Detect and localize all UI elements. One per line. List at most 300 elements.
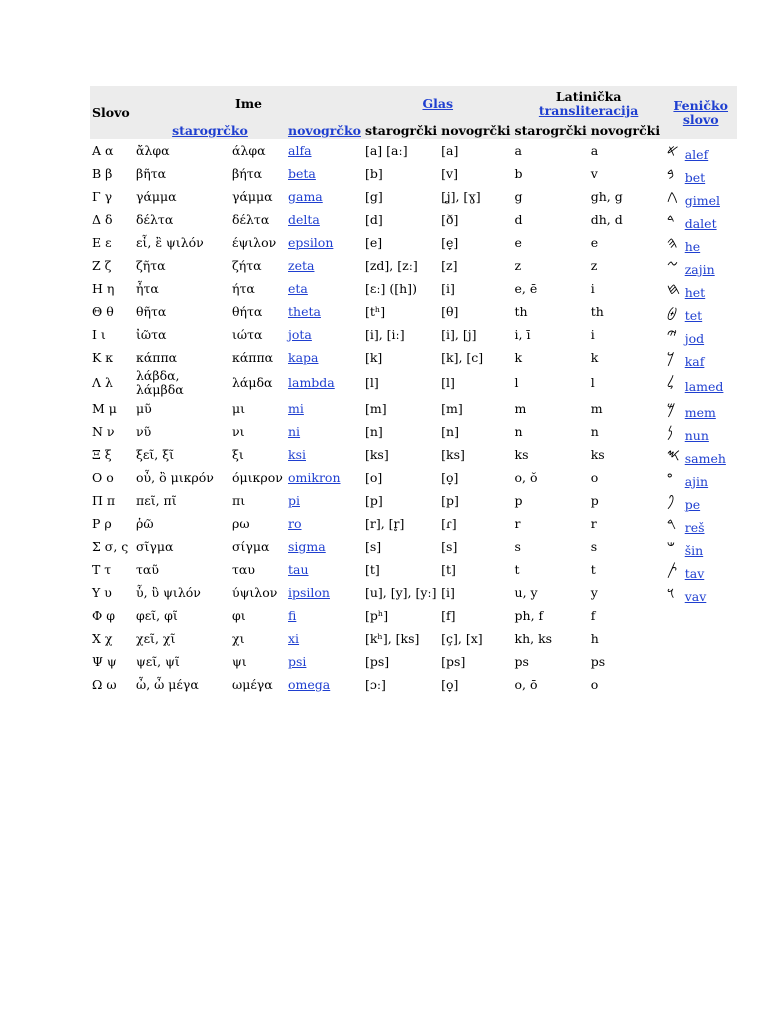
phoenician-glyph-icon: 𐤎 (666, 444, 681, 464)
old-name-cell: ἦτα (136, 280, 159, 296)
phoenician-cell (665, 627, 737, 650)
phoenician-cell (665, 162, 737, 185)
link-cell (286, 397, 363, 420)
header-glas (363, 86, 513, 122)
letter-link[interactable]: epsilon (288, 234, 334, 250)
link-transliteracija[interactable]: transliteracija (538, 103, 639, 118)
new-name-cell: βήτα (232, 165, 263, 181)
letter-link[interactable]: beta (288, 165, 316, 181)
phoenician-glyph-icon: 𐤄 (666, 232, 678, 252)
phoenician-cell (665, 397, 737, 420)
new-name-cell: θήτα (232, 303, 263, 319)
new-lat-cell: l (590, 375, 595, 390)
old-lat-cell: d (514, 211, 523, 227)
phoenician-cell (665, 208, 737, 231)
phoenician-cell (665, 139, 737, 162)
phoenician-letter (666, 421, 735, 443)
letter-link[interactable]: ro (288, 515, 302, 531)
phoenician-glyph-icon: 𐤓 (666, 513, 677, 533)
table-row (90, 627, 737, 650)
new-name-cell: ρω (232, 515, 250, 531)
old-name-cell: σῖγμα (136, 538, 174, 554)
letter-cell: Ν ν (92, 423, 115, 439)
new-sound-cell: [p] (441, 492, 459, 508)
link-cell (286, 254, 363, 277)
phoenician-cell (665, 673, 737, 696)
old-name-cell: μῦ (136, 400, 152, 416)
new-lat-cell: r (590, 515, 597, 531)
new-lat-cell: o (590, 469, 599, 485)
letter-link[interactable]: theta (288, 303, 321, 319)
new-lat-cell: v (590, 165, 598, 181)
phoenician-name-link[interactable]: mem (684, 404, 716, 420)
new-sound-cell: [i] (441, 280, 455, 296)
link-cell (286, 139, 363, 162)
phoenician-name-link[interactable]: ajin (684, 473, 709, 489)
table-row (90, 162, 737, 185)
phoenician-glyph-icon: 𐤔 (666, 536, 676, 556)
new-name-cell: φι (232, 607, 246, 623)
old-sound-cell: [ps] (364, 653, 390, 669)
new-lat-cell: m (590, 400, 603, 416)
new-name-cell: μι (232, 400, 246, 416)
old-lat-cell: i, ī (514, 326, 531, 342)
phoenician-letter (666, 490, 735, 512)
new-name-cell: σίγμα (232, 538, 270, 554)
link-cell (286, 443, 363, 466)
old-sound-cell: [b] (364, 165, 383, 181)
phoenician-name-link[interactable]: dalet (684, 215, 717, 231)
old-sound-cell: [ɛː] ([h]) (364, 280, 417, 296)
letter-link[interactable]: delta (288, 211, 320, 227)
link-cell (286, 650, 363, 673)
phoenician-name-link[interactable]: nun (684, 427, 709, 443)
table-row (90, 443, 737, 466)
letter-cell: Ω ω (92, 676, 117, 692)
phoenician-name-link[interactable]: sameh (684, 450, 726, 466)
link-cell (286, 323, 363, 346)
old-lat-cell: t (514, 561, 520, 577)
old-name-cell: ἰῶτα (136, 326, 167, 342)
new-name-cell: άλφα (232, 142, 266, 158)
old-name-cell: δέλτα (136, 211, 174, 227)
old-sound-cell: [k] (364, 349, 383, 365)
old-name-cell: ῥῶ (136, 515, 154, 531)
new-sound-cell: [a] (441, 142, 459, 158)
new-sound-cell: [ç], [x] (441, 630, 483, 646)
new-sound-cell: [i], [j] (441, 326, 477, 342)
old-lat-cell: kh, ks (514, 630, 553, 646)
link-cell (286, 300, 363, 323)
phoenician-letter (666, 301, 735, 323)
phoenician-name-link[interactable]: tet (684, 307, 703, 323)
phoenician-glyph-icon: 𐤏 (666, 467, 673, 487)
old-sound-cell: [r], [r̥] (364, 515, 405, 531)
old-sound-cell: [n] (364, 423, 383, 439)
new-sound-cell: [ks] (441, 446, 465, 462)
old-lat-cell: o, ŏ (514, 469, 538, 485)
new-sound-cell: [s] (441, 538, 458, 554)
phoenician-letter (666, 398, 735, 420)
phoenician-cell (665, 650, 737, 673)
header-lat-starogrcki: starogrčki (514, 122, 587, 138)
letter-link[interactable]: omikron (288, 469, 341, 485)
old-name-cell: βῆτα (136, 165, 167, 181)
table-row (90, 650, 737, 673)
table-row (90, 300, 737, 323)
new-lat-cell: n (590, 423, 599, 439)
phoenician-glyph-icon: 𐤃 (666, 209, 675, 229)
letter-link[interactable]: jota (288, 326, 312, 342)
new-sound-cell: [f] (441, 607, 456, 623)
phoenician-cell (665, 231, 737, 254)
phoenician-name-link[interactable]: het (684, 284, 706, 300)
phoenician-letter (666, 232, 735, 254)
old-sound-cell: [pʰ] (364, 607, 389, 623)
old-lat-cell: r (514, 515, 521, 531)
link-fenicko[interactable] (673, 98, 728, 127)
old-lat-cell: p (514, 492, 523, 508)
header-lat-novogrcki: novogrčki (589, 122, 665, 139)
letter-cell: Μ μ (92, 400, 117, 416)
new-lat-cell: h (590, 630, 599, 646)
phoenician-glyph-icon: 𐤕 (666, 559, 678, 579)
phoenician-letter (666, 278, 735, 300)
letter-cell: Β β (92, 165, 113, 181)
letter-link[interactable]: lambda (288, 375, 335, 390)
phoenician-name-link[interactable]: alef (684, 146, 709, 162)
table-row (90, 139, 737, 162)
phoenician-name-link[interactable]: lamed (684, 379, 724, 394)
phoenician-cell (665, 254, 737, 277)
table-row (90, 535, 737, 558)
new-name-cell: ζήτα (232, 257, 262, 273)
link-cell (286, 558, 363, 581)
letter-cell: Ξ ξ (92, 446, 112, 462)
old-lat-cell: k (514, 349, 523, 365)
letter-link[interactable]: zeta (288, 257, 315, 273)
old-lat-cell: b (514, 165, 523, 181)
phoenician-letter (666, 140, 735, 162)
old-sound-cell: [d] (364, 211, 383, 227)
new-lat-cell: i (590, 280, 595, 296)
link-cell (286, 535, 363, 558)
header-novogrcko (286, 122, 363, 139)
link-cell (286, 673, 363, 696)
phoenician-cell (665, 581, 737, 604)
old-lat-cell: o, ō (514, 676, 538, 692)
letter-link[interactable]: xi (288, 630, 300, 646)
old-name-cell: νῦ (136, 423, 152, 439)
new-sound-cell: [k], [c] (441, 349, 484, 365)
new-lat-cell: p (590, 492, 599, 508)
old-sound-cell: [l] (364, 375, 379, 390)
letter-cell: Ε ε (92, 234, 112, 250)
letter-link[interactable]: mi (288, 400, 304, 416)
old-lat-cell: z (514, 257, 522, 273)
link-cell (286, 162, 363, 185)
letter-link[interactable]: tau (288, 561, 309, 577)
phoenician-letter (666, 559, 735, 581)
phoenician-letter (666, 536, 735, 558)
link-cell (286, 277, 363, 300)
new-name-cell: πι (232, 492, 246, 508)
phoenician-cell (665, 323, 737, 346)
greek-alphabet-table (90, 86, 737, 696)
old-name-cell: ὗ, ὓ ψιλόν (136, 584, 201, 600)
phoenician-cell (665, 369, 737, 397)
old-sound-cell: [t] (364, 561, 380, 577)
old-lat-cell: a (514, 142, 522, 158)
phoenician-name-link[interactable]: zajin (684, 261, 715, 277)
link-cell (286, 420, 363, 443)
phoenician-name-link[interactable]: he (684, 238, 701, 254)
letter-link[interactable]: psi (288, 653, 307, 669)
table-row (90, 369, 737, 397)
header-glas-starogrcki: starogrčki (364, 122, 438, 138)
header-fenicko-1: Feničko (673, 97, 729, 113)
phoenician-cell (665, 535, 737, 558)
old-lat-cell: ks (514, 446, 529, 462)
table-row (90, 208, 737, 231)
old-lat-cell: g (514, 188, 523, 204)
new-sound-cell: [e̞] (441, 234, 459, 250)
old-lat-cell: e (514, 234, 522, 250)
phoenician-glyph-icon: 𐤀 (666, 140, 679, 160)
phoenician-letter (666, 373, 735, 394)
old-sound-cell: [zd], [zː] (364, 257, 418, 273)
phoenician-cell (665, 185, 737, 208)
new-lat-cell: dh, d (590, 211, 623, 227)
letter-cell: Κ κ (92, 349, 114, 365)
letter-cell: Π π (92, 492, 116, 508)
table-row (90, 397, 737, 420)
old-sound-cell: [s] (364, 538, 382, 554)
old-name-cell: ἄλφα (136, 142, 170, 158)
new-lat-cell: y (590, 584, 598, 600)
header-latinicka (513, 86, 665, 122)
letter-cell: Η η (92, 280, 115, 296)
table-row (90, 512, 737, 535)
link-cell (286, 346, 363, 369)
link-cell (286, 489, 363, 512)
letter-link[interactable]: omega (288, 676, 331, 692)
phoenician-glyph-icon: 𐤋 (666, 373, 675, 392)
new-lat-cell: ks (590, 446, 605, 462)
header-latinicka-label: Latinička (555, 89, 622, 104)
new-sound-cell: [ð] (441, 211, 459, 227)
new-name-cell: χι (232, 630, 245, 646)
old-lat-cell: th (514, 303, 528, 319)
new-lat-cell: o (590, 676, 599, 692)
old-sound-cell: [p] (364, 492, 383, 508)
link-cell (286, 627, 363, 650)
old-name-cell: κάππα (136, 349, 178, 365)
new-name-cell: ύψιλον (232, 584, 278, 600)
phoenician-cell (665, 604, 737, 627)
new-lat-cell: z (590, 257, 598, 273)
letter-link[interactable]: sigma (288, 538, 326, 554)
letter-link[interactable]: ksi (288, 446, 306, 462)
old-sound-cell: [m] (364, 400, 387, 416)
table-row (90, 489, 737, 512)
letter-cell: Γ γ (92, 188, 113, 204)
letter-cell: Ρ ρ (92, 515, 112, 531)
old-lat-cell: ph, f (514, 607, 544, 623)
old-name-cell: λάβδα, λάμβδα (136, 368, 184, 397)
phoenician-glyph-icon: 𐤆 (666, 255, 679, 275)
new-sound-cell: [l] (441, 375, 455, 390)
phoenician-cell (665, 512, 737, 535)
link-cell (286, 466, 363, 489)
header-ime: Ime (134, 86, 363, 122)
new-sound-cell: [t] (441, 561, 456, 577)
new-lat-cell: i (590, 326, 595, 342)
table-row (90, 346, 737, 369)
link-cell (286, 208, 363, 231)
phoenician-name-link[interactable]: vav (684, 588, 707, 604)
new-name-cell: γάμμα (232, 188, 273, 204)
old-sound-cell: [i], [iː] (364, 326, 405, 342)
phoenician-letter (666, 186, 735, 208)
old-sound-cell: [tʰ] (364, 303, 386, 319)
old-name-cell: ζῆτα (136, 257, 166, 273)
new-name-cell: ψι (232, 653, 247, 669)
old-name-cell: ξεῖ, ξῖ (136, 446, 174, 462)
header-row-2 (90, 122, 737, 139)
letter-link[interactable]: alfa (288, 142, 312, 158)
phoenician-glyph-icon: 𐤉 (666, 324, 677, 344)
table-row (90, 420, 737, 443)
phoenician-name-link[interactable]: bet (684, 169, 706, 185)
letter-cell: Φ φ (92, 607, 115, 623)
letter-cell: Τ τ (92, 561, 112, 577)
letter-cell: Δ δ (92, 211, 113, 227)
phoenician-name-link[interactable]: šin (684, 542, 704, 558)
header-glas-novogrcki: novogrčki (441, 122, 511, 138)
phoenician-letter (666, 467, 735, 489)
phoenician-glyph-icon: 𐤊 (666, 347, 675, 367)
letter-link[interactable]: pi (288, 492, 300, 508)
letter-link[interactable]: ni (288, 423, 301, 439)
new-lat-cell: th (590, 303, 604, 319)
old-name-cell: εἶ, ἒ ψιλόν (136, 234, 204, 250)
letter-link[interactable]: eta (288, 280, 308, 296)
phoenician-name-link[interactable]: gimel (684, 192, 720, 208)
letter-cell: Σ σ, ς (92, 538, 129, 554)
table-row (90, 323, 737, 346)
table-row (90, 466, 737, 489)
phoenician-name-link[interactable]: reš (684, 519, 705, 535)
old-sound-cell: [e] (364, 234, 383, 250)
old-name-cell: ὦ, ὦ μέγα (136, 676, 199, 692)
header-row-1 (90, 86, 737, 122)
link-cell (286, 604, 363, 627)
table-row (90, 558, 737, 581)
letter-cell: Ζ ζ (92, 257, 112, 273)
table-row (90, 185, 737, 208)
new-lat-cell: a (590, 142, 599, 158)
letter-link[interactable]: kapa (288, 349, 319, 365)
phoenician-cell (665, 277, 737, 300)
new-sound-cell: [ɾ] (441, 515, 457, 531)
new-sound-cell: [i] (441, 584, 455, 600)
new-sound-cell: [o̞] (441, 469, 459, 485)
new-sound-cell: [v] (441, 165, 458, 181)
phoenician-cell (665, 300, 737, 323)
new-name-cell: ιώτα (232, 326, 263, 342)
header-fenicko-2: slovo (682, 111, 719, 127)
old-sound-cell: [u], [y], [yː] (364, 584, 437, 600)
link-glas[interactable]: Glas (422, 96, 454, 111)
phoenician-name-link[interactable]: tav (684, 565, 705, 581)
letter-link[interactable]: fi (288, 607, 297, 623)
letter-cell: Χ χ (92, 630, 113, 646)
new-name-cell: ξι (232, 446, 244, 462)
old-lat-cell: e, ē (514, 280, 538, 296)
old-lat-cell: m (514, 400, 527, 416)
new-sound-cell: [n] (441, 423, 459, 439)
old-lat-cell: ps (514, 653, 529, 669)
phoenician-name-link[interactable]: pe (684, 496, 701, 512)
old-sound-cell: [a] [aː] (364, 142, 408, 158)
phoenician-letter (666, 324, 735, 346)
phoenician-letter (666, 255, 735, 277)
new-sound-cell: [ps] (441, 653, 466, 669)
phoenician-glyph-icon: 𐤅 (666, 582, 675, 602)
old-name-cell: φεῖ, φῖ (136, 607, 178, 623)
new-name-cell: ωμέγα (232, 676, 273, 692)
old-name-cell: πεῖ, πῖ (136, 492, 177, 508)
letter-link[interactable]: ipsilon (288, 584, 330, 600)
new-name-cell: λάμδα (232, 375, 273, 390)
phoenician-cell (665, 443, 737, 466)
link-novogrcko[interactable]: novogrčko (288, 122, 361, 138)
link-starogrcko[interactable]: starogrčko (172, 122, 248, 138)
new-sound-cell: [m] (441, 400, 463, 416)
phoenician-name-link[interactable]: kaf (684, 353, 705, 369)
phoenician-glyph-icon: 𐤁 (666, 163, 675, 183)
old-sound-cell: [g] (364, 188, 383, 204)
new-name-cell: ταυ (232, 561, 255, 577)
old-lat-cell: u, y (514, 584, 538, 600)
new-lat-cell: s (590, 538, 598, 554)
old-name-cell: γάμμα (136, 188, 177, 204)
phoenician-cell (665, 466, 737, 489)
header-starogrcko (134, 122, 286, 139)
old-sound-cell: [ks] (364, 446, 389, 462)
phoenician-letter (666, 582, 735, 604)
letter-cell: Ψ ψ (92, 653, 117, 669)
letter-cell: Ο ο (92, 469, 114, 485)
old-name-cell: χεῖ, χῖ (136, 630, 176, 646)
phoenician-glyph-icon: 𐤇 (666, 278, 681, 298)
letter-link[interactable]: gama (288, 188, 323, 204)
phoenician-cell (665, 489, 737, 512)
table-row (90, 604, 737, 627)
phoenician-letter (666, 513, 735, 535)
old-sound-cell: [kʰ], [ks] (364, 630, 420, 646)
phoenician-name-link[interactable]: jod (684, 330, 705, 346)
link-cell (286, 512, 363, 535)
old-name-cell: θῆτα (136, 303, 167, 319)
old-lat-cell: l (514, 375, 519, 390)
new-name-cell: νι (232, 423, 245, 439)
table-row (90, 581, 737, 604)
phoenician-glyph-icon: 𐤈 (666, 301, 678, 321)
old-sound-cell: [o] (364, 469, 383, 485)
new-name-cell: κάππα (232, 349, 274, 365)
